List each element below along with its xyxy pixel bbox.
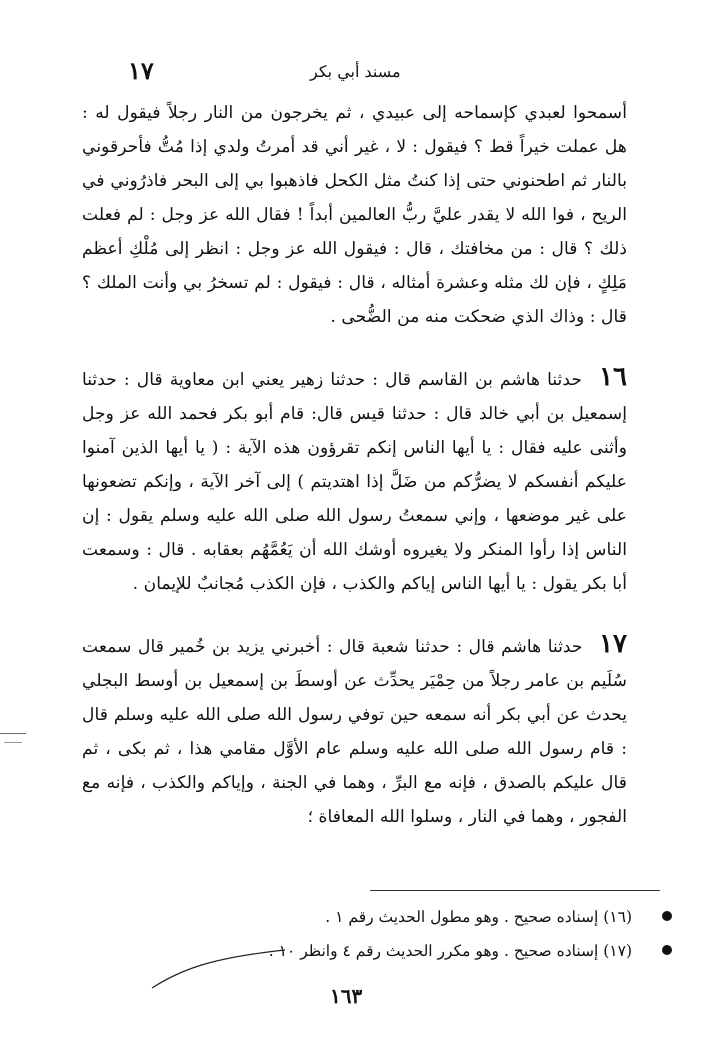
footnote-rule <box>370 890 660 891</box>
footnote-16-text: (١٦) إسناده صحيح . وهو مطول الحديث رقم ١ . <box>325 908 632 926</box>
hadith-number-16: ١٦ <box>599 362 628 392</box>
margin-mark-secondary <box>4 742 22 743</box>
paragraph-continued: أسمحوا لعبدي كإسماحه إلى عبيدي ، ثم يخرجون من النار رجلاً فيقول له : هل عملت خيراً قط ؟ فيقول : لا ، غير أني قد أمرتُ ولدي إذا مُتُّ فأحرقوني بالنار ثم اطحنوني حتى إذا كنتُ مثل الكحل فاذهبوا بي إلى البحر فاذرُوني في الريح ، فوا الله لا يقدر عليَّ ربُّ العالمين أبداً ! فقال الله عز وجل : لم فعلت ذلك ؟ قال : من مخافتك ، قال : فيقول الله عز وجل : انظر إلى مُلْكِ أعظم مَلِكٍ ، فإن لك مثله وعشرة أمثاله ، قال : فيقول : لم تسخرُ بي وأنت الملك ؟ قال : وذاك الذي ضحكت منه من الضُّحى . <box>82 103 627 327</box>
hadith-17-text: حدثنا هاشم قال : حدثنا شعبة قال : أخبرني يزيد بن خُمير قال سمعت سُلَيم بن عامر رجلاً من حِمْيَر يحدِّث عن أوسطَ بن إسمعيل بن أوسط البجلي يحدث عن أبي بكر أنه سمعه حين توفي رسول الله صلى الله عليه وسلم قال : قام رسول الله صلى الله عليه وسلم عام الأوَّل مقامي هذا ، ثم بكى ، ثم قال عليكم بالصدق ، فإنه مع البرِّ ، وهما في الجنة ، وإياكم والكذب ، فإنه مع الفجور ، وهما في النار ، وسلوا الله المعافاة ؛ <box>82 637 627 827</box>
main-text <box>82 96 627 834</box>
footnote-17-text: (١٧) إسناده صحيح . وهو مكرر الحديث رقم ٤ وانظر ١٠ . <box>268 942 632 960</box>
hadith-16 <box>82 360 627 601</box>
hadith-number-17: ١٧ <box>599 629 627 659</box>
footer-page-number: ١٦٣ <box>330 984 363 1008</box>
bullet-icon <box>662 911 672 921</box>
header-page-number: ١٧ <box>128 56 154 85</box>
hadith-16-text: حدثنا هاشم بن القاسم قال : حدثنا زهير يعني ابن معاوية قال : حدثنا إسمعيل بن أبي خالد قال : حدثنا قيس قال: قام أبو بكر فحمد الله عز وجل وأثنى عليه فقال : يا أيها الناس إنكم تقرؤون هذه الآية : ( يا أيها الذين آمنوا عليكم أنفسكم لا يضرُّكم من ضَلَّ إذا اهتديتم ) إلى آخر الآية ، وإنكم تضعونها على غير موضعها ، وإني سمعتُ رسول الله صلى الله عليه وسلم يقول : إن الناس إذا رأوا المنكر ولا يغيروه أوشك الله أن يَعُمَّهُم بعقابه . قال : وسمعت أبا بكر يقول : يا أيها الناس إياكم والكذب ، فإن الكذب مُجانبٌ للإيمان . <box>82 370 627 594</box>
footnote-16 <box>160 900 650 934</box>
bullet-icon <box>662 945 672 955</box>
running-title: مسند أبي بكر <box>310 62 401 81</box>
handwritten-stroke <box>150 930 290 990</box>
margin-mark <box>0 733 26 734</box>
hadith-17 <box>82 627 627 834</box>
